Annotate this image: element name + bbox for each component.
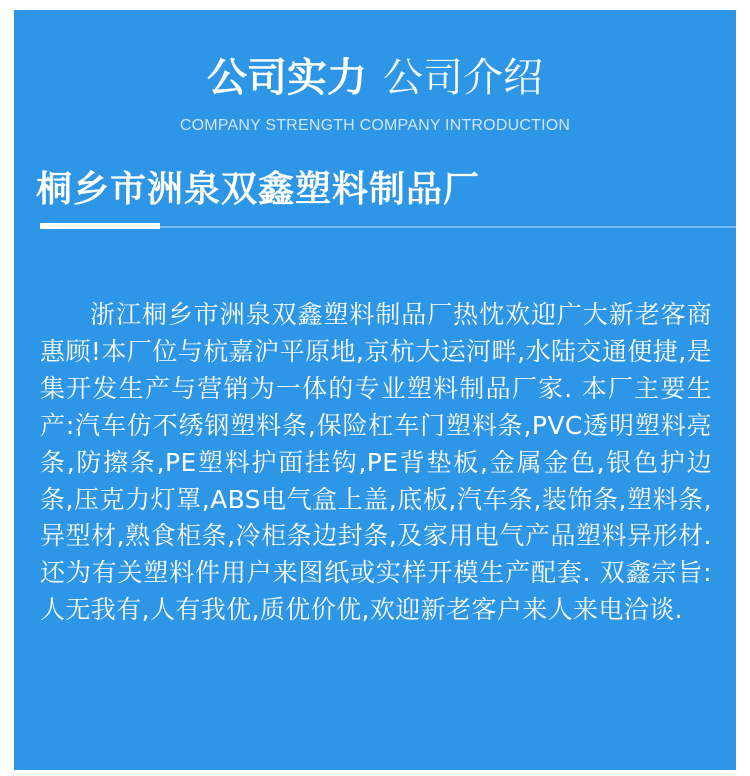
heading-title-light: 公司介绍	[383, 55, 543, 101]
heading-subtitle-english: COMPANY STRENGTH COMPANY INTRODUCTION	[179, 117, 571, 134]
company-intro-panel	[14, 10, 736, 770]
title-divider-accent	[40, 223, 160, 229]
company-name: 桐乡市洲泉双鑫塑料制品厂	[36, 169, 481, 210]
company-intro-text: 浙江桐乡市洲泉双鑫塑料制品厂热忱欢迎广大新老客商惠顾!本厂位与杭嘉沪平原地,京杭大运河畔,水陆交通便捷,是集开发生产与营销为一体的专业塑料制品厂家. 本厂主要生产:汽车仿不绣钢塑料条,保险杠车门塑料条,PVC透明塑料亮条,防擦条,PE塑料护面挂钩,PE背垫板,金属金色,银色护边条,压克力灯罩,ABS电气盒上盖,底板,汽车条,装饰条,塑料条,异型材,熟食柜条,冷柜条边封条,及家用电气产品塑料异形材.还为有关塑料件用户来图纸或实样开模生产配套. 双鑫宗旨:人无我有,人有我优,质优价优,欢迎新老客户来人来电洽谈.	[40, 300, 712, 625]
heading-title-strong: 公司实力	[207, 55, 367, 101]
section-heading	[14, 54, 736, 102]
